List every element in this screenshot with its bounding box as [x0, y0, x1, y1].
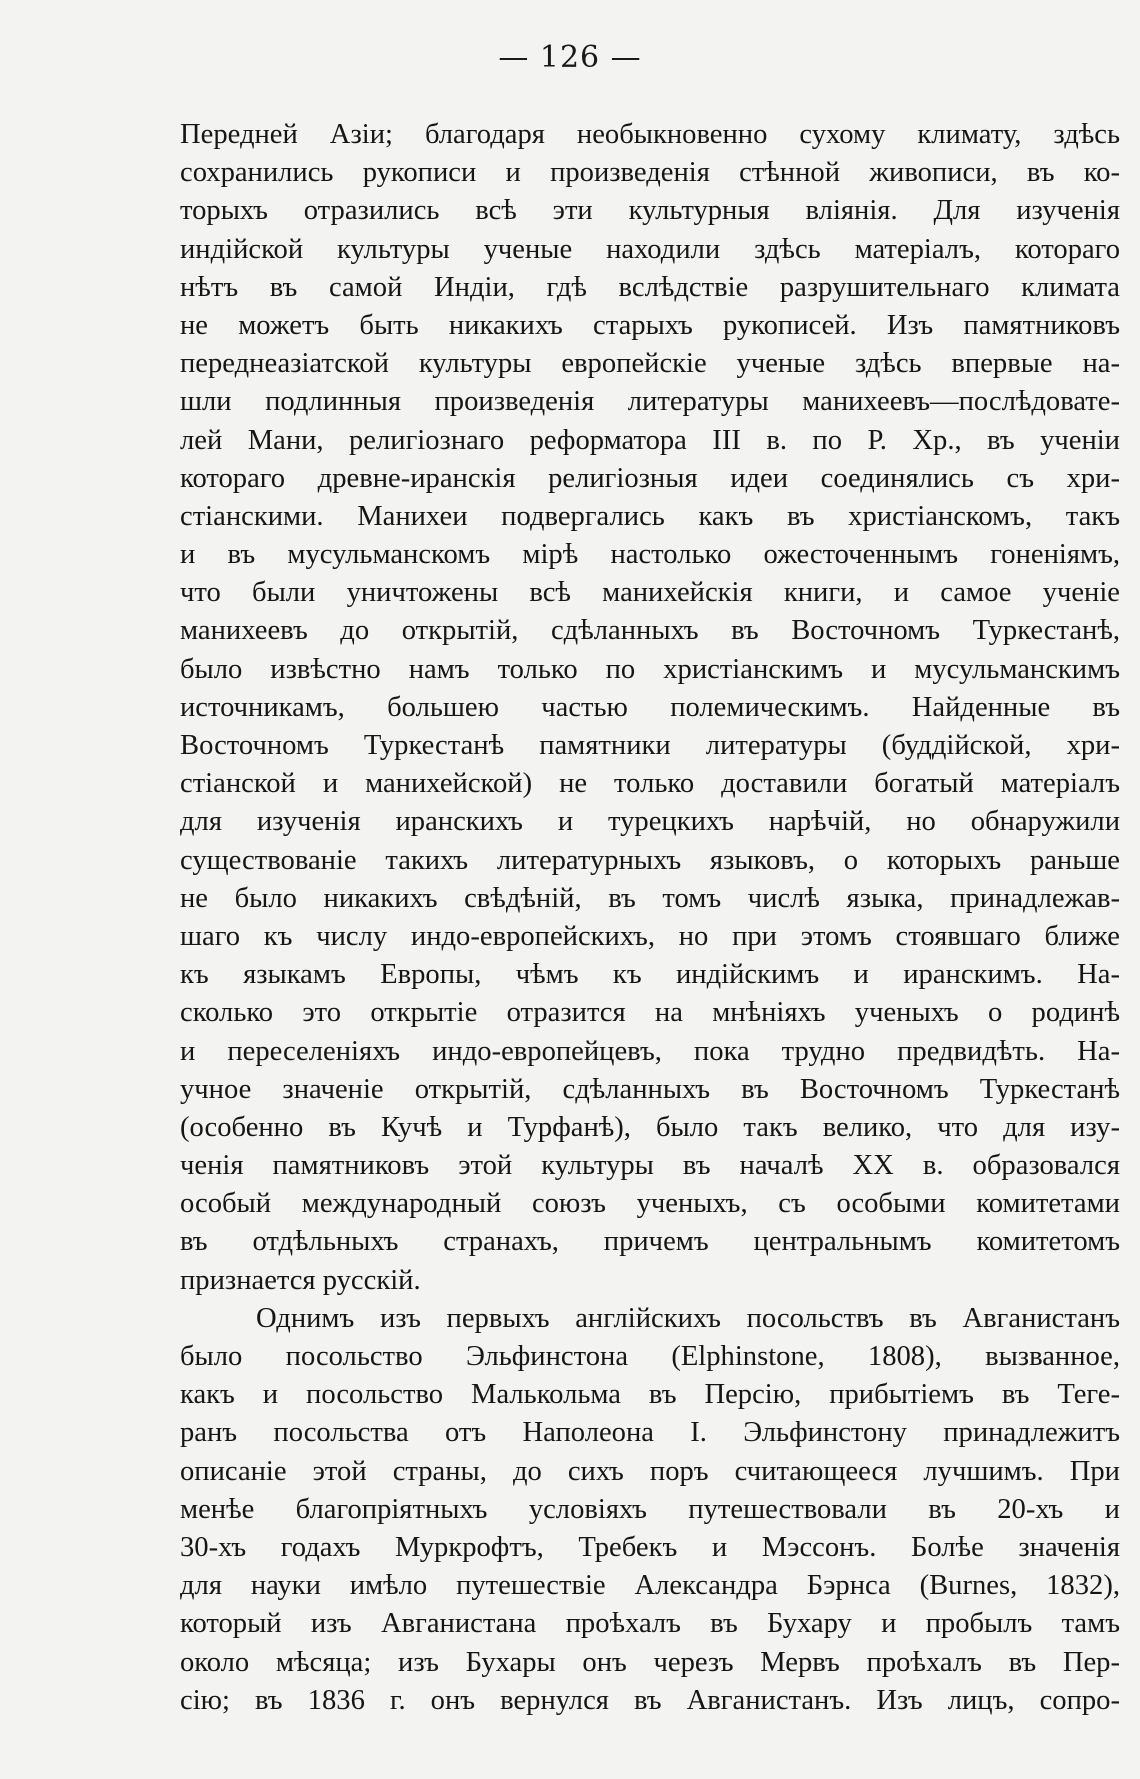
text-line: существованіе такихъ литературныхъ языковъ, о которыхъ раньше: [180, 844, 1120, 876]
text-line: къ языкамъ Европы, чѣмъ къ индійскимъ и иранскимъ. На-: [180, 959, 1120, 991]
text-line: Однимъ изъ первыхъ англійскихъ посольствъ въ Авганистанъ: [256, 1302, 1120, 1334]
text-line: учное значеніе открытій, сдѣланныхъ въ Восточномъ Туркестанѣ: [180, 1073, 1120, 1105]
text-line: сколько это открытіе отразится на мнѣніяхъ ученыхъ о родинѣ: [180, 997, 1120, 1029]
text-line: (особенно въ Кучѣ и Турфанѣ), было такъ велико, что для изу-: [180, 1111, 1120, 1143]
text-line: источникамъ, большею частью полемическимъ. Найденные въ: [180, 691, 1120, 723]
text-line: шли подлинныя произведенія литературы манихеевъ—послѣдовате-: [180, 386, 1120, 418]
paragraph: [180, 116, 1120, 1300]
text-line: какъ и посольство Малькольма въ Персію, прибытіемъ въ Теге-: [180, 1379, 1120, 1411]
text-line: переднеазіатской культуры европейскіе ученые здѣсь впервые на-: [180, 348, 1120, 380]
text-line: ранъ посольства отъ Наполеона I. Эльфинстону принадлежитъ: [180, 1417, 1120, 1449]
text-line: и переселеніяхъ индо-европейцевъ, пока трудно предвидѣть. На-: [180, 1035, 1120, 1067]
text-line: и въ мусульманскомъ мірѣ настолько ожесточеннымъ гоненіямъ,: [180, 539, 1120, 571]
text-line: котораго древне-иранскія религіозныя идеи соединялись съ хри-: [180, 462, 1120, 494]
text-line: признается русскій.: [180, 1264, 421, 1296]
text-line: индійской культуры ученые находили здѣсь матеріалъ, котораго: [180, 233, 1120, 265]
text-line: около мѣсяца; изъ Бухары онъ черезъ Мервъ проѣхалъ въ Пер-: [180, 1646, 1120, 1678]
text-line: не было никакихъ свѣдѣній, въ томъ числѣ языка, принадлежав-: [180, 882, 1120, 914]
text-line: манихеевъ до открытій, сдѣланныхъ въ Восточномъ Туркестанѣ,: [180, 615, 1120, 647]
paragraph: [180, 1300, 1120, 1720]
text-line: сохранились рукописи и произведенія стѣнной живописи, въ ко-: [180, 157, 1120, 189]
text-line: Передней Азіи; благодаря необыкновенно сухому климату, здѣсь: [180, 119, 1120, 150]
text-line: шаго къ числу индо-европейскихъ, но при этомъ стоявшаго ближе: [180, 920, 1120, 952]
text-line: описаніе этой страны, до сихъ поръ считающееся лучшимъ. При: [180, 1455, 1120, 1487]
text-line: для науки имѣло путешествіе Александра Бэрнса (Burnes, 1832),: [180, 1570, 1120, 1602]
text-line: менѣе благопріятныхъ условіяхъ путешествовали въ 20-хъ и: [180, 1493, 1120, 1525]
text-line: лей Мани, религіознаго реформатора III в. по Р. Хр., въ ученіи: [180, 424, 1120, 456]
text-line: не можетъ быть никакихъ старыхъ рукописей. Изъ памятниковъ: [180, 309, 1120, 341]
text-line: стіанской и манихейской) не только доставили богатый матеріалъ: [180, 768, 1120, 800]
text-line: Восточномъ Туркестанѣ памятники литературы (буддійской, хри-: [180, 730, 1120, 761]
text-line: нѣтъ въ самой Индіи, гдѣ вслѣдствіе разрушительнаго климата: [180, 271, 1120, 303]
text-line: торыхъ отразились всѣ эти культурныя вліянія. Для изученія: [180, 195, 1120, 227]
text-line: стіанскими. Манихеи подвергались какъ въ христіанскомъ, такъ: [180, 500, 1120, 532]
text-line: что были уничтожены всѣ манихейскія книги, и самое ученіе: [180, 577, 1120, 609]
text-line: 30-хъ годахъ Муркрофтъ, Требекъ и Мэссонъ. Болѣе значенія: [180, 1531, 1120, 1563]
text-line: который изъ Авганистана проѣхалъ въ Бухару и пробылъ тамъ: [180, 1608, 1120, 1640]
text-line: было посольство Эльфинстона (Elphinstone, 1808), вызванное,: [180, 1341, 1120, 1372]
text-line: сію; въ 1836 г. онъ вернулся въ Авганистанъ. Изъ лицъ, сопро-: [180, 1684, 1120, 1716]
text-line: въ отдѣльныхъ странахъ, причемъ центральнымъ комитетомъ: [180, 1226, 1120, 1258]
text-line: ченія памятниковъ этой культуры въ началѣ XX в. образовался: [180, 1150, 1120, 1182]
text-line: особый международный союзъ ученыхъ, съ особыми комитетами: [180, 1188, 1120, 1220]
body-text: [180, 116, 1120, 1720]
text-line: для изученія иранскихъ и турецкихъ нарѣчій, но обнаружили: [180, 806, 1120, 838]
text-line: было извѣстно намъ только по христіанскимъ и мусульманскимъ: [180, 653, 1120, 685]
page-number: — 126 —: [498, 40, 642, 75]
